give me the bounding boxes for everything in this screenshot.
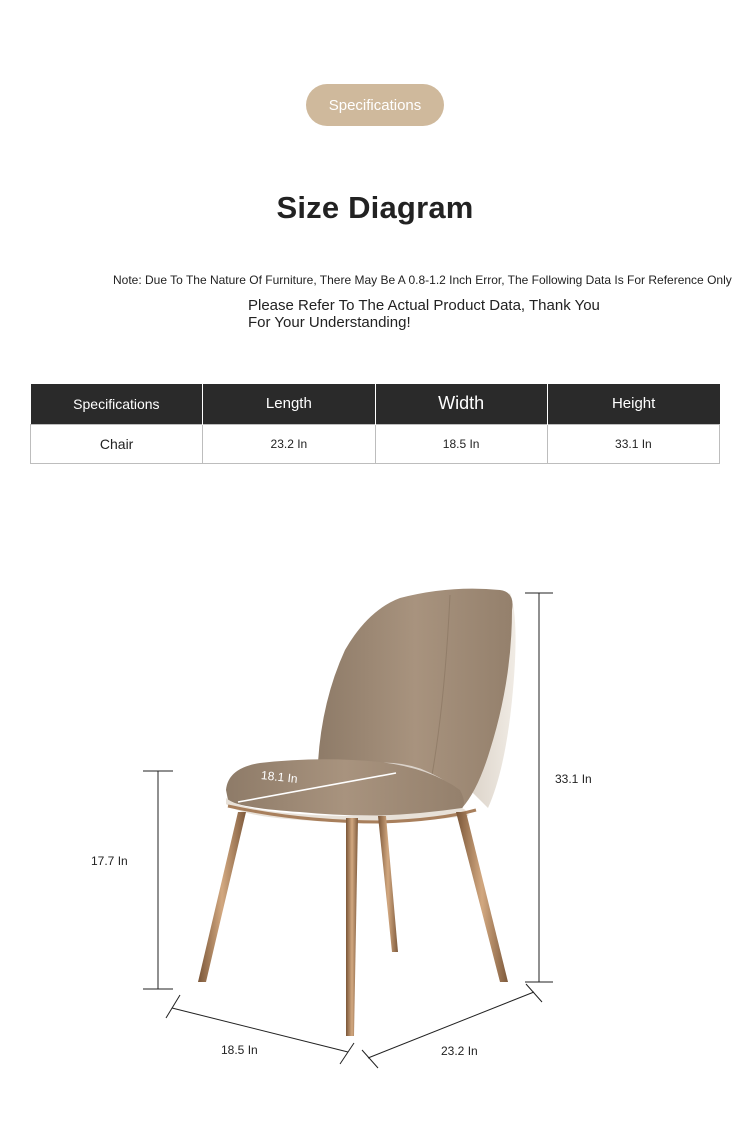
- header-length: Length: [203, 384, 375, 424]
- row-name: Chair: [31, 424, 203, 463]
- header-width: Width: [375, 384, 547, 424]
- width-dimension: [166, 995, 354, 1064]
- front-left-leg: [198, 812, 246, 982]
- seat-height-label: 17.7 In: [91, 854, 128, 868]
- back-left-leg: [378, 816, 398, 952]
- specifications-tab[interactable]: Specifications: [306, 84, 444, 126]
- page-title: Size Diagram: [276, 190, 474, 225]
- width-label: 18.5 In: [221, 1043, 258, 1057]
- table-row: [31, 424, 720, 463]
- seat-height-dimension: [143, 771, 173, 989]
- note-subtext: Please Refer To The Actual Product Data, Thank You For Your Understanding!: [248, 297, 600, 331]
- table-header-row: [31, 384, 720, 424]
- height-dimension: [525, 593, 553, 982]
- spec-table: [30, 384, 720, 464]
- length-label: 23.2 In: [441, 1044, 478, 1058]
- back-right-leg: [456, 812, 508, 982]
- chair-illustration: [0, 560, 750, 1120]
- size-diagram: [0, 560, 750, 1120]
- header-specifications: Specifications: [31, 384, 203, 424]
- row-height: 33.1 In: [547, 424, 719, 463]
- header-height: Height: [547, 384, 719, 424]
- row-length: 23.2 In: [203, 424, 375, 463]
- row-width: 18.5 In: [375, 424, 547, 463]
- seat-depth-label: 18.1 In: [260, 768, 299, 786]
- total-height-label: 33.1 In: [555, 772, 592, 786]
- note-text: Note: Due To The Nature Of Furniture, There May Be A 0.8-1.2 Inch Error, The Following Data Is For Reference Only: [113, 273, 732, 287]
- front-right-leg: [346, 818, 358, 1036]
